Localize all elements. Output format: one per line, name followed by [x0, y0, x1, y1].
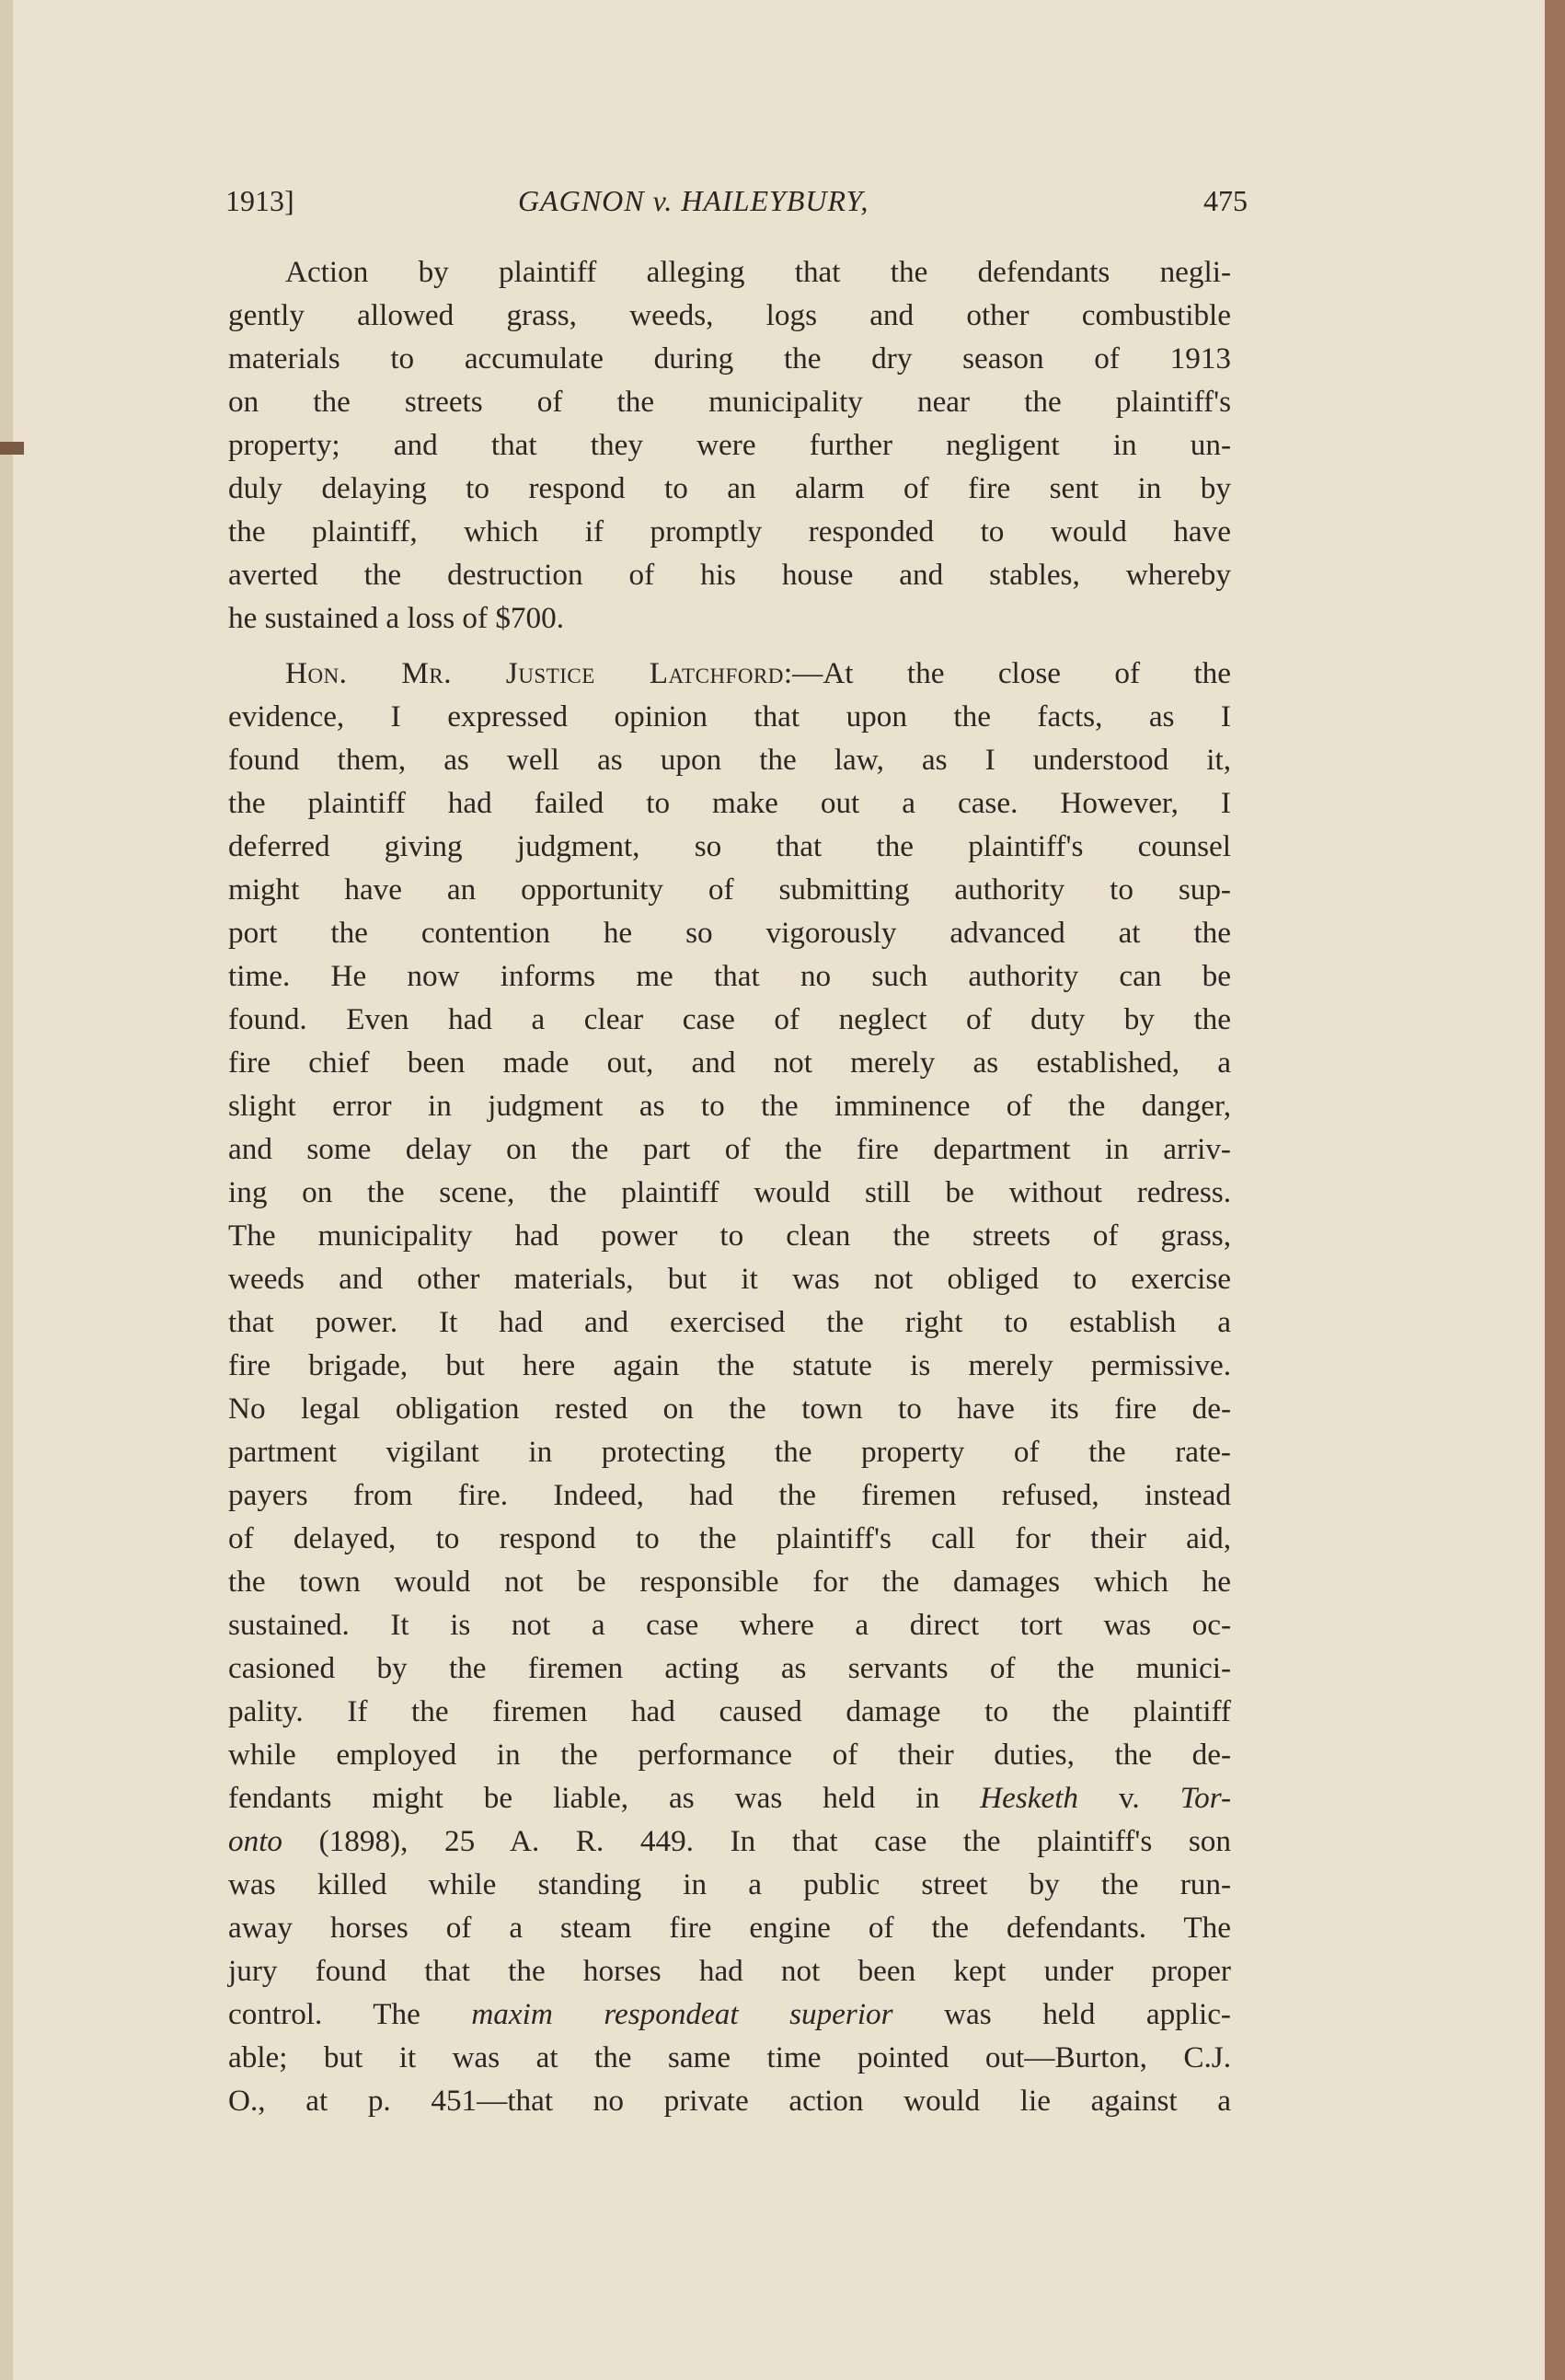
text-line: payers from fire. Indeed, had the firemen refused, instead: [228, 1478, 1231, 1512]
text-line: O., at p. 451—that no private action would lie against a: [228, 2084, 1231, 2118]
latin-maxim: maxim respondeat superior: [471, 1997, 893, 2031]
text-line: and some delay on the part of the fire department in arriv-: [228, 1132, 1231, 1166]
text-line: ing on the scene, the plaintiff would still be without redress.: [228, 1175, 1231, 1209]
text-line: weeds and other materials, but it was not obliged to exercise: [228, 1262, 1231, 1296]
judgment-opening: :—At the close of the: [783, 656, 1231, 690]
text-line: Action by plaintiff alleging that the defendants negli-: [285, 255, 1231, 289]
text-line: found. Even had a clear case of neglect of duty by the: [228, 1002, 1231, 1036]
text-line: [228, 1993, 1231, 2036]
case-name: onto: [228, 1824, 283, 1858]
case-text: fendants might be liable, as was held in: [228, 1781, 981, 1815]
text-line: jury found that the horses had not been kept under proper: [228, 1954, 1231, 1988]
text-line: found them, as well as upon the law, as I understood it,: [228, 743, 1231, 777]
case-name: Hesketh: [980, 1781, 1079, 1815]
page-edge: [1545, 0, 1565, 2380]
body-text: [228, 250, 1231, 2122]
text-line: gently allowed grass, weeds, logs and other combustible: [228, 298, 1231, 332]
text-line: the town would not be responsible for the damages which he: [228, 1565, 1231, 1599]
case-citation: (1898), 25 A. R. 449. In that case the plaintiff's son: [282, 1824, 1231, 1858]
maxim-text: control. The: [228, 1997, 472, 2031]
headnote-paragraph: [228, 250, 1231, 640]
text-line: time. He now informs me that no such authority can be: [228, 959, 1231, 993]
text-line: property; and that they were further negligent in un-: [228, 428, 1231, 462]
case-text: v.: [1078, 1781, 1180, 1815]
judgment-paragraph: [228, 652, 1231, 2122]
text-line: away horses of a steam fire engine of the defendants. The: [228, 1911, 1231, 1945]
judge-name: Hon. Mr. Justice Latchford: [285, 656, 784, 690]
case-name: Tor-: [1180, 1781, 1231, 1815]
text-line: fire brigade, but here again the statute is merely permissive.: [228, 1348, 1231, 1382]
text-line: [228, 1776, 1231, 1820]
text-line: [228, 652, 1231, 695]
text-line: on the streets of the municipality near the plaintiff's: [228, 385, 1231, 419]
text-line: casioned by the firemen acting as servants of the munici-: [228, 1651, 1231, 1685]
text-line: sustained. It is not a case where a direct tort was oc-: [228, 1608, 1231, 1642]
text-line: [228, 1820, 1231, 1863]
text-line: he sustained a loss of $700.: [228, 601, 565, 635]
text-line: pality. If the firemen had caused damage to the plaintiff: [228, 1694, 1231, 1728]
running-header: [225, 175, 1248, 230]
text-line: of delayed, to respond to the plaintiff's call for their aid,: [228, 1521, 1231, 1555]
text-line: might have an opportunity of submitting authority to sup-: [228, 872, 1231, 907]
text-line: duly delaying to respond to an alarm of fire sent in by: [228, 471, 1231, 505]
maxim-text: was held applic-: [892, 1997, 1231, 2031]
text-line: materials to accumulate during the dry season of 1913: [228, 341, 1231, 375]
header-year: 1913]: [225, 184, 294, 217]
text-line: that power. It had and exercised the right to establish a: [228, 1305, 1231, 1339]
text-line: while employed in the performance of their duties, the de-: [228, 1738, 1231, 1772]
text-line: partment vigilant in protecting the property of the rate-: [228, 1435, 1231, 1469]
text-line: the plaintiff had failed to make out a case. However, I: [228, 786, 1231, 820]
text-line: fire chief been made out, and not merely as established, a: [228, 1046, 1231, 1080]
text-line: deferred giving judgment, so that the plaintiff's counsel: [228, 829, 1231, 863]
text-line: slight error in judgment as to the imminence of the danger,: [228, 1089, 1231, 1123]
text-line: averted the destruction of his house and stables, whereby: [228, 558, 1231, 592]
header-title: GAGNON v. HAILEYBURY,: [518, 184, 869, 217]
binding-edge: [0, 0, 13, 2380]
text-line: evidence, I expressed opinion that upon the facts, as I: [228, 699, 1231, 734]
text-line: able; but it was at the same time pointed out—Burton, C.J.: [228, 2040, 1231, 2074]
text-line: port the contention he so vigorously advanced at the: [228, 916, 1231, 950]
page-number: 475: [1203, 184, 1248, 217]
binding-mark: [0, 442, 24, 455]
text-line: The municipality had power to clean the streets of grass,: [228, 1219, 1231, 1253]
text-line: the plaintiff, which if promptly responded to would have: [228, 514, 1231, 549]
text-line: was killed while standing in a public street by the run-: [228, 1867, 1231, 1901]
text-line: No legal obligation rested on the town to have its fire de-: [228, 1392, 1231, 1426]
